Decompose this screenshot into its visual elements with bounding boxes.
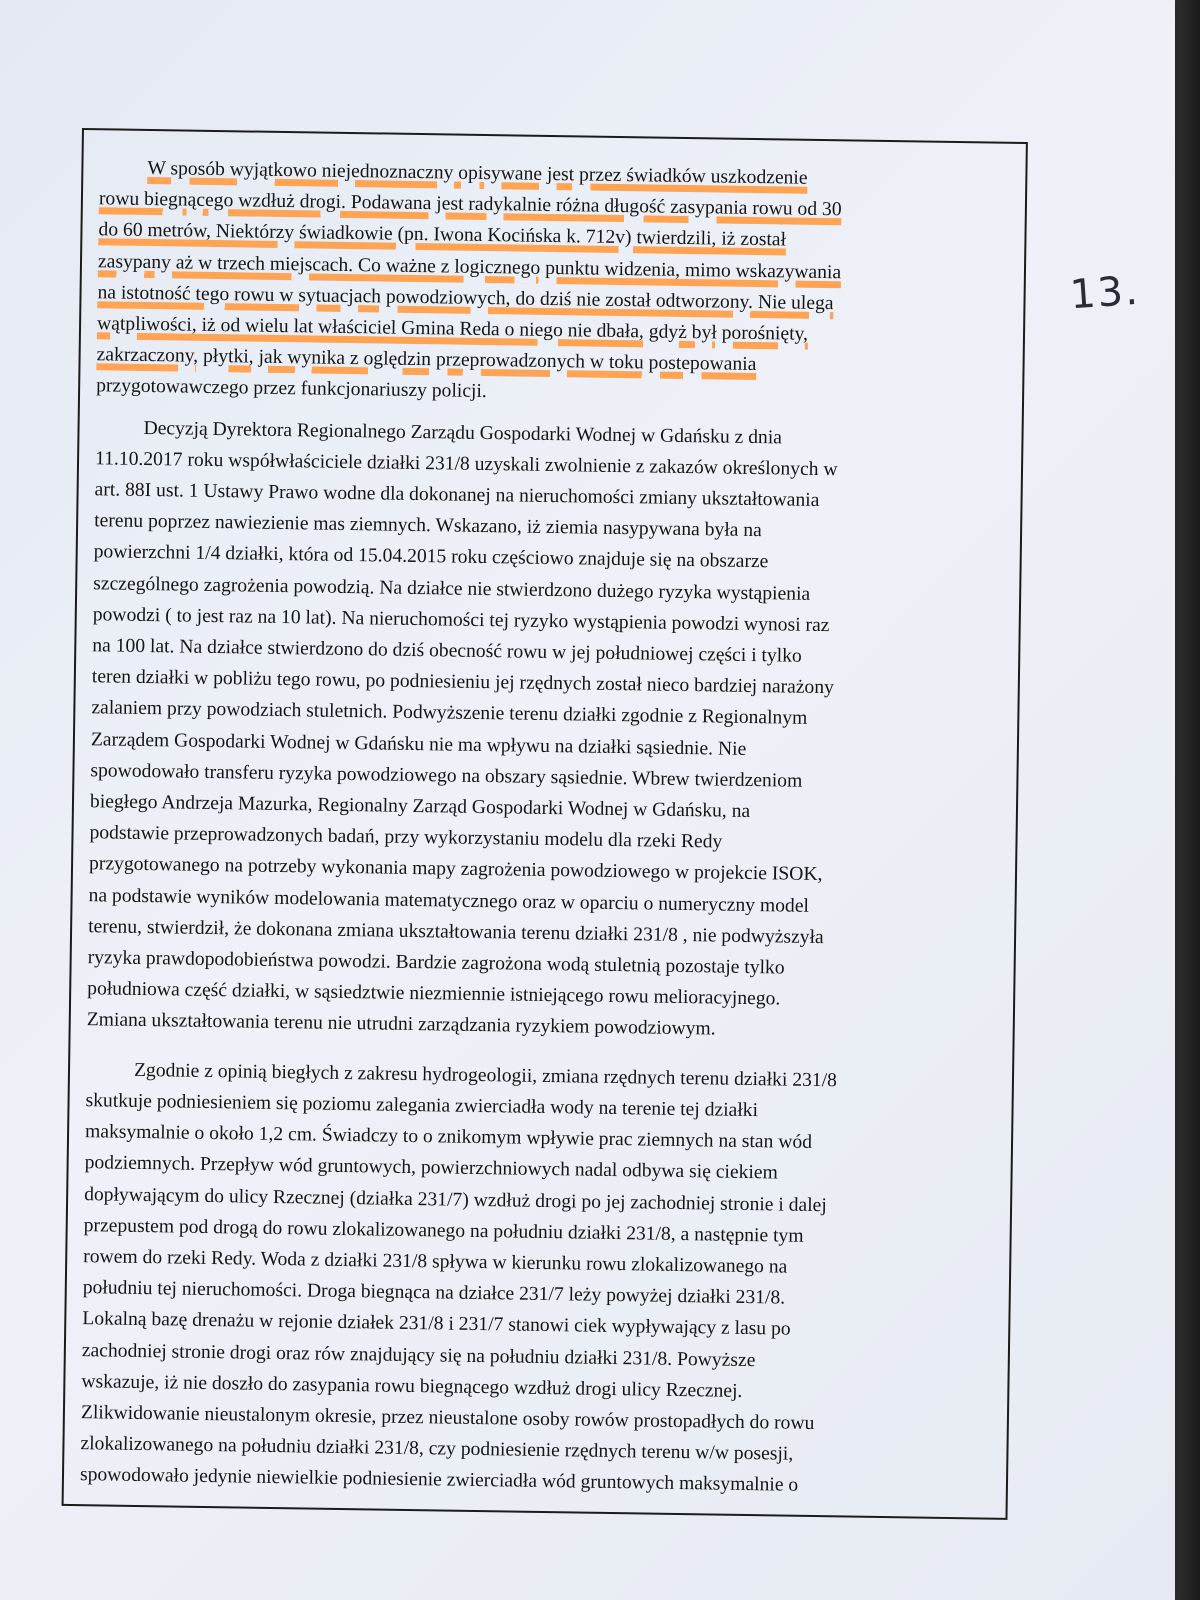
text-line: przygotowawczego przez funkcjonariuszy policji. xyxy=(96,375,487,403)
text-line: podstawie przeprowadzonych badań, przy wykorzystaniu modelu dla rzeki Redy xyxy=(89,822,723,853)
text-line: spowodowało jedynie niewielkie podniesienie zwierciadła wód gruntowych maksymalnie o xyxy=(79,1464,799,1497)
text-line: Zarządem Gospodarki Wodnej w Gdańsku nie ma wpływu na działki sąsiednie. Nie xyxy=(90,728,747,760)
text-line: zasypany aż w trzech miejscach. Co ważne z logicznego punktu widzenia, mimo wskazywania xyxy=(97,250,842,283)
text-line: podziemnych. Przepływ wód gruntowych, powierzchniowych nadal odbywa się ciekiem xyxy=(84,1152,778,1184)
text-line: art. 88I ust. 1 Ustawy Prawo wodne dla dokonanej na nieruchomości zmiany ukształtowania xyxy=(94,479,820,512)
text-line: teren działki w pobliżu tego rowu, po podniesieniu jej rzędnych został nieco bardziej narażony xyxy=(91,666,835,699)
text-line: ryzyka prawdopodobieństwa powodzi. Bardzie zagrożona wodą stuletnią pozostaje tylko xyxy=(87,947,785,979)
text-line: 11.10.2017 roku współwłaściciele działki 231/8 uzyskali zwolnienie z zakazów określonych w xyxy=(94,448,838,481)
text-line: na podstawie wyników modelowania matematycznego oraz w oparciu o numeryczny model xyxy=(88,884,810,917)
text-line: przygotowanego na potrzeby wykonania mapy zagrożenia powodziowego w projekcie ISOK, xyxy=(88,853,823,886)
text-line: wątpliwości, iż od wielu lat właściciel Gmina Reda o niego nie dbała, gdyż był porośnięty, xyxy=(96,313,809,345)
paragraph-water-authority-decision xyxy=(87,412,1006,1049)
text-line: południu tej nieruchomości. Droga biegnąca na działce 231/7 leży powyżej działki 231/8. xyxy=(82,1277,786,1309)
text-line: południowa część działki, w sąsiedztwie niezmiennie istniejącego rowu melioracyjnego. xyxy=(87,978,781,1010)
text-line: Zlikwidowanie nieustalonym okresie, przez nieustalone osoby rowów prostopadłych do rowu xyxy=(80,1402,815,1434)
text-line: zalaniem przy powodziach stuletnich. Podwyższenie terenu działki zgodnie z Regionalnym xyxy=(91,697,808,730)
text-line: zlokalizowanego na południu działki 231/8, czy podniesienie rzędnych terenu w/w posesji, xyxy=(80,1433,794,1465)
text-line: spowodowało transferu ryzyka powodziowego na obszary sąsiednie. Wbrew twierdzeniom xyxy=(90,760,803,792)
paragraph-hydrogeology-opinion xyxy=(80,1054,996,1504)
text-line: powierzchni 1/4 działki, która od 15.04.2015 roku częściowo znajduje się na obszarze xyxy=(93,541,769,573)
text-line: na 100 lat. Na działce stwierdzono do dziś obecność rowu w jej południowej części i tylko xyxy=(92,635,802,667)
text-line: rowem do rzeki Redy. Woda z działki 231/8 spływa w kierunku rowu zlokalizowanego na xyxy=(83,1246,788,1278)
text-line: biegłego Andrzeja Mazurka, Regionalny Zarząd Gospodarki Wodnej w Gdańsku, na xyxy=(89,791,751,823)
text-line: zakrzaczony, płytki, jak wynika z oględzin przeprowadzonych w toku postepowania xyxy=(96,344,757,376)
text-line: skutkuje podniesieniem się poziomu zalegania zwierciadła wody na terenie tej działki xyxy=(85,1090,759,1122)
text-line: Decyzją Dyrektora Regionalnego Zarządu Gospodarki Wodnej w Gdańsku z dnia xyxy=(143,417,783,449)
text-line: Zgodnie z opinią biegłych z zakresu hydrogeologii, zmiana rzędnych terenu działki 231/8 xyxy=(133,1059,838,1091)
text-line: do 60 metrów, Niektórzy świadkowie (pn. Iwona Kocińska k. 712v) twierdzili, iż został xyxy=(98,219,787,251)
text-line: W sposób wyjątkowo niejednoznaczny opisywane jest przez świadków uszkodzenie xyxy=(147,157,808,189)
text-line: zachodniej stronie drogi oraz rów znajdujący się na południu działki 231/8. Powyższe xyxy=(81,1339,756,1371)
bordered-text-frame xyxy=(62,128,1028,1520)
text-line: na istotność tego rowu w sytuacjach powodziowych, do dziś nie został odtworzony. Nie ulega xyxy=(97,282,834,314)
text-line: Zmiana ukształtowania terenu nie utrudni zarządzania ryzykiem powodziowym. xyxy=(86,1009,716,1040)
text-line: Lokalną bazę drenażu w rejonie działek 231/8 i 231/7 stanowi ciek wypływający z lasu po xyxy=(82,1308,791,1340)
text-line: terenu poprzez nawiezienie mas ziemnych. Wskazano, iż ziemia nasypywana była na xyxy=(94,510,762,542)
text-line: rowu biegnącego wzdłuż drogi. Podawana jest radykalnie różna długość zasypania rowu od 30 xyxy=(98,188,842,221)
text-line: powodzi ( to jest raz na 10 lat). Na nieruchomości tej ryzyko wystąpienia powodzi wynosi raz xyxy=(92,604,830,636)
text-line: szczególnego zagrożenia powodzią. Na działce nie stwierdzono dużego ryzyka wystąpienia xyxy=(93,572,811,605)
text-line: dopływającym do ulicy Rzecznej (działka 231/7) wzdłuż drogi po jej zachodniej stronie i dalej xyxy=(84,1183,827,1216)
handwritten-page-number: 13. xyxy=(1068,267,1142,319)
text-line: wskazuje, iż nie doszło do zasypania rowu biegnącego wzdłuż drogi ulicy Rzecznej. xyxy=(81,1370,743,1402)
text-line: terenu, stwierdził, że dokonana zmiana ukształtowania terenu działki 231/8 , nie podwyższyła xyxy=(87,916,824,948)
paragraph-witness-testimony xyxy=(96,152,1010,415)
text-line: przepustem pod drogą do rowu zlokalizowanego na południu działki 231/8, a następnie tym xyxy=(83,1214,804,1247)
text-line: maksymalnie o około 1,2 cm. Świadczy to o znikomym wpływie prac ziemnych na stan wód xyxy=(84,1121,813,1154)
